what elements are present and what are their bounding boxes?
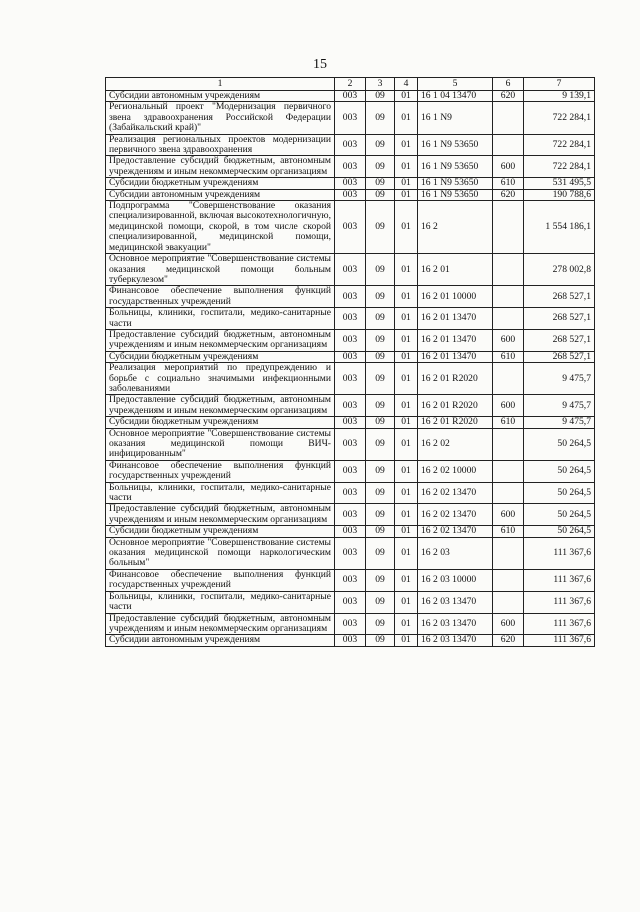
row-name: Основное мероприятие "Совершенствование системы оказания медицинской помощи наркологическим больным" [106, 537, 335, 569]
cell-target-code: 16 2 [418, 201, 493, 254]
row-name: Предоставление субсидий бюджетным, автономным учреждениям и иным некоммерческим организациям [106, 395, 335, 417]
cell-subsection: 01 [395, 504, 418, 526]
cell-expense-type: 610 [493, 178, 524, 189]
row-name: Региональный проект "Модернизация первичного звена здравоохранения Российской Федерации (Забайкальский край)" [106, 102, 335, 134]
cell-ministry: 003 [335, 156, 366, 178]
cell-target-code: 16 2 03 13470 [418, 613, 493, 635]
cell-expense-type [493, 428, 524, 460]
row-name: Субсидии автономным учреждениям [106, 635, 335, 646]
cell-target-code: 16 2 02 [418, 428, 493, 460]
cell-ministry: 003 [335, 178, 366, 189]
header-row [106, 78, 595, 91]
cell-section: 09 [366, 591, 395, 613]
cell-amount: 111 367,6 [524, 537, 595, 569]
cell-ministry: 003 [335, 134, 366, 156]
cell-ministry: 003 [335, 591, 366, 613]
cell-subsection: 01 [395, 254, 418, 286]
col-header: 6 [493, 78, 524, 91]
row-name: Подпрограмма "Совершенствование оказания специализированной, включая высокотехнологичную, медицинской помощи, скорой, в том числе скорой специализированной, медицинской помощи, медицинской эвакуации" [106, 201, 335, 254]
cell-amount: 722 284,1 [524, 156, 595, 178]
table-row [106, 482, 595, 504]
table-row [106, 156, 595, 178]
cell-subsection: 01 [395, 526, 418, 537]
cell-subsection: 01 [395, 102, 418, 134]
cell-section: 09 [366, 178, 395, 189]
cell-ministry: 003 [335, 189, 366, 200]
cell-target-code: 16 2 03 13470 [418, 591, 493, 613]
cell-target-code: 16 2 03 10000 [418, 569, 493, 591]
row-name: Финансовое обеспечение выполнения функций государственных учреждений [106, 286, 335, 308]
cell-ministry: 003 [335, 363, 366, 395]
cell-ministry: 003 [335, 286, 366, 308]
cell-subsection: 01 [395, 178, 418, 189]
cell-subsection: 01 [395, 613, 418, 635]
cell-subsection: 01 [395, 417, 418, 428]
cell-target-code: 16 1 N9 53650 [418, 178, 493, 189]
cell-expense-type: 610 [493, 526, 524, 537]
col-header: 1 [106, 78, 335, 91]
cell-target-code: 16 2 03 13470 [418, 635, 493, 646]
budget-table [105, 77, 595, 647]
table-row [106, 178, 595, 189]
cell-subsection: 01 [395, 482, 418, 504]
cell-section: 09 [366, 569, 395, 591]
cell-expense-type: 610 [493, 351, 524, 362]
cell-subsection: 01 [395, 91, 418, 102]
table-row [106, 395, 595, 417]
col-header: 5 [418, 78, 493, 91]
cell-target-code: 16 1 N9 53650 [418, 156, 493, 178]
cell-section: 09 [366, 635, 395, 646]
cell-target-code: 16 1 04 13470 [418, 91, 493, 102]
table-row [106, 329, 595, 351]
table-row [106, 417, 595, 428]
cell-section: 09 [366, 286, 395, 308]
cell-amount: 268 527,1 [524, 329, 595, 351]
cell-amount: 9 139,1 [524, 91, 595, 102]
cell-ministry: 003 [335, 254, 366, 286]
row-name: Субсидии бюджетным учреждениям [106, 178, 335, 189]
cell-subsection: 01 [395, 569, 418, 591]
cell-ministry: 003 [335, 537, 366, 569]
cell-expense-type: 600 [493, 395, 524, 417]
cell-ministry: 003 [335, 91, 366, 102]
row-name: Предоставление субсидий бюджетным, автономным учреждениям и иным некоммерческим организациям [106, 504, 335, 526]
cell-ministry: 003 [335, 102, 366, 134]
cell-ministry: 003 [335, 569, 366, 591]
cell-ministry: 003 [335, 482, 366, 504]
cell-ministry: 003 [335, 613, 366, 635]
table-row [106, 526, 595, 537]
row-name: Реализация региональных проектов модернизации первичного звена здравоохранения [106, 134, 335, 156]
table-row [106, 102, 595, 134]
cell-ministry: 003 [335, 635, 366, 646]
cell-amount: 190 788,6 [524, 189, 595, 200]
cell-section: 09 [366, 134, 395, 156]
cell-expense-type [493, 591, 524, 613]
cell-section: 09 [366, 504, 395, 526]
cell-target-code: 16 2 03 [418, 537, 493, 569]
cell-target-code: 16 2 02 13470 [418, 504, 493, 526]
cell-target-code: 16 2 01 [418, 254, 493, 286]
cell-target-code: 16 2 02 13470 [418, 482, 493, 504]
cell-subsection: 01 [395, 156, 418, 178]
cell-section: 09 [366, 428, 395, 460]
cell-subsection: 01 [395, 537, 418, 569]
cell-section: 09 [366, 363, 395, 395]
col-header: 2 [335, 78, 366, 91]
table-row [106, 591, 595, 613]
cell-expense-type: 620 [493, 189, 524, 200]
cell-subsection: 01 [395, 351, 418, 362]
cell-section: 09 [366, 526, 395, 537]
cell-amount: 50 264,5 [524, 526, 595, 537]
cell-amount: 9 475,7 [524, 395, 595, 417]
table-row [106, 201, 595, 254]
cell-amount: 278 002,8 [524, 254, 595, 286]
cell-amount: 268 527,1 [524, 286, 595, 308]
cell-expense-type [493, 308, 524, 330]
cell-amount: 268 527,1 [524, 308, 595, 330]
cell-ministry: 003 [335, 428, 366, 460]
cell-expense-type: 600 [493, 329, 524, 351]
cell-target-code: 16 2 01 R2020 [418, 363, 493, 395]
cell-target-code: 16 2 02 13470 [418, 526, 493, 537]
cell-amount: 9 475,7 [524, 363, 595, 395]
cell-section: 09 [366, 613, 395, 635]
cell-section: 09 [366, 329, 395, 351]
row-name: Предоставление субсидий бюджетным, автономным учреждениям и иным некоммерческим организациям [106, 156, 335, 178]
table-row [106, 504, 595, 526]
cell-amount: 9 475,7 [524, 417, 595, 428]
col-header: 3 [366, 78, 395, 91]
row-name: Субсидии бюджетным учреждениям [106, 526, 335, 537]
cell-section: 09 [366, 102, 395, 134]
cell-subsection: 01 [395, 134, 418, 156]
cell-amount: 50 264,5 [524, 504, 595, 526]
cell-expense-type [493, 569, 524, 591]
cell-ministry: 003 [335, 460, 366, 482]
cell-target-code: 16 2 01 13470 [418, 329, 493, 351]
cell-ministry: 003 [335, 526, 366, 537]
cell-expense-type [493, 201, 524, 254]
row-name: Реализация мероприятий по предупреждению и борьбе с социально значимыми инфекционными заболеваниями [106, 363, 335, 395]
row-name: Основное мероприятие "Совершенствование системы оказания медицинской помощи ВИЧ-инфицированным" [106, 428, 335, 460]
cell-amount: 111 367,6 [524, 635, 595, 646]
cell-expense-type: 620 [493, 91, 524, 102]
row-name: Основное мероприятие "Совершенствование системы оказания медицинской помощи больным туберкулезом" [106, 254, 335, 286]
cell-expense-type: 610 [493, 417, 524, 428]
cell-target-code: 16 2 01 13470 [418, 308, 493, 330]
cell-subsection: 01 [395, 635, 418, 646]
cell-section: 09 [366, 91, 395, 102]
table-row [106, 134, 595, 156]
table-row [106, 351, 595, 362]
cell-subsection: 01 [395, 201, 418, 254]
row-name: Больницы, клиники, госпитали, медико-санитарные части [106, 482, 335, 504]
table-row [106, 91, 595, 102]
col-header: 7 [524, 78, 595, 91]
cell-subsection: 01 [395, 395, 418, 417]
cell-expense-type [493, 254, 524, 286]
table-row [106, 635, 595, 646]
cell-expense-type [493, 482, 524, 504]
table-row [106, 613, 595, 635]
row-name: Субсидии бюджетным учреждениям [106, 417, 335, 428]
cell-subsection: 01 [395, 428, 418, 460]
cell-section: 09 [366, 254, 395, 286]
cell-target-code: 16 2 02 10000 [418, 460, 493, 482]
cell-amount: 722 284,1 [524, 102, 595, 134]
row-name: Финансовое обеспечение выполнения функций государственных учреждений [106, 569, 335, 591]
cell-subsection: 01 [395, 329, 418, 351]
table-row [106, 189, 595, 200]
page-number: 15 [313, 57, 327, 72]
cell-ministry: 003 [335, 504, 366, 526]
cell-amount: 531 495,5 [524, 178, 595, 189]
cell-expense-type: 600 [493, 613, 524, 635]
table-row [106, 254, 595, 286]
table-row [106, 569, 595, 591]
cell-expense-type: 600 [493, 156, 524, 178]
cell-ministry: 003 [335, 395, 366, 417]
cell-ministry: 003 [335, 201, 366, 254]
cell-ministry: 003 [335, 351, 366, 362]
cell-expense-type [493, 102, 524, 134]
cell-amount: 268 527,1 [524, 351, 595, 362]
cell-section: 09 [366, 482, 395, 504]
cell-expense-type: 620 [493, 635, 524, 646]
cell-section: 09 [366, 460, 395, 482]
cell-target-code: 16 2 01 R2020 [418, 417, 493, 428]
cell-subsection: 01 [395, 460, 418, 482]
row-name: Субсидии автономным учреждениям [106, 91, 335, 102]
table-row [106, 363, 595, 395]
table-row [106, 460, 595, 482]
cell-amount: 111 367,6 [524, 613, 595, 635]
cell-amount: 722 284,1 [524, 134, 595, 156]
cell-expense-type [493, 537, 524, 569]
cell-section: 09 [366, 351, 395, 362]
table-row [106, 308, 595, 330]
cell-target-code: 16 1 N9 [418, 102, 493, 134]
cell-expense-type [493, 134, 524, 156]
cell-target-code: 16 2 01 13470 [418, 351, 493, 362]
cell-amount: 1 554 186,1 [524, 201, 595, 254]
cell-target-code: 16 2 01 10000 [418, 286, 493, 308]
cell-ministry: 003 [335, 417, 366, 428]
cell-target-code: 16 1 N9 53650 [418, 189, 493, 200]
cell-subsection: 01 [395, 308, 418, 330]
cell-subsection: 01 [395, 591, 418, 613]
col-header: 4 [395, 78, 418, 91]
cell-section: 09 [366, 156, 395, 178]
cell-section: 09 [366, 189, 395, 200]
cell-amount: 50 264,5 [524, 428, 595, 460]
row-name: Субсидии автономным учреждениям [106, 189, 335, 200]
cell-ministry: 003 [335, 308, 366, 330]
row-name: Финансовое обеспечение выполнения функций государственных учреждений [106, 460, 335, 482]
row-name: Больницы, клиники, госпитали, медико-санитарные части [106, 308, 335, 330]
cell-expense-type [493, 460, 524, 482]
cell-target-code: 16 2 01 R2020 [418, 395, 493, 417]
cell-section: 09 [366, 308, 395, 330]
cell-expense-type [493, 286, 524, 308]
cell-ministry: 003 [335, 329, 366, 351]
cell-amount: 50 264,5 [524, 482, 595, 504]
cell-section: 09 [366, 201, 395, 254]
cell-amount: 50 264,5 [524, 460, 595, 482]
cell-target-code: 16 1 N9 53650 [418, 134, 493, 156]
cell-section: 09 [366, 395, 395, 417]
row-name: Больницы, клиники, госпитали, медико-санитарные части [106, 591, 335, 613]
table-row [106, 428, 595, 460]
cell-subsection: 01 [395, 189, 418, 200]
table-row [106, 286, 595, 308]
cell-expense-type: 600 [493, 504, 524, 526]
cell-subsection: 01 [395, 363, 418, 395]
table-row [106, 537, 595, 569]
row-name: Субсидии бюджетным учреждениям [106, 351, 335, 362]
row-name: Предоставление субсидий бюджетным, автономным учреждениям и иным некоммерческим организациям [106, 613, 335, 635]
cell-subsection: 01 [395, 286, 418, 308]
cell-amount: 111 367,6 [524, 569, 595, 591]
cell-section: 09 [366, 537, 395, 569]
cell-amount: 111 367,6 [524, 591, 595, 613]
cell-expense-type [493, 363, 524, 395]
row-name: Предоставление субсидий бюджетным, автономным учреждениям и иным некоммерческим организациям [106, 329, 335, 351]
cell-section: 09 [366, 417, 395, 428]
